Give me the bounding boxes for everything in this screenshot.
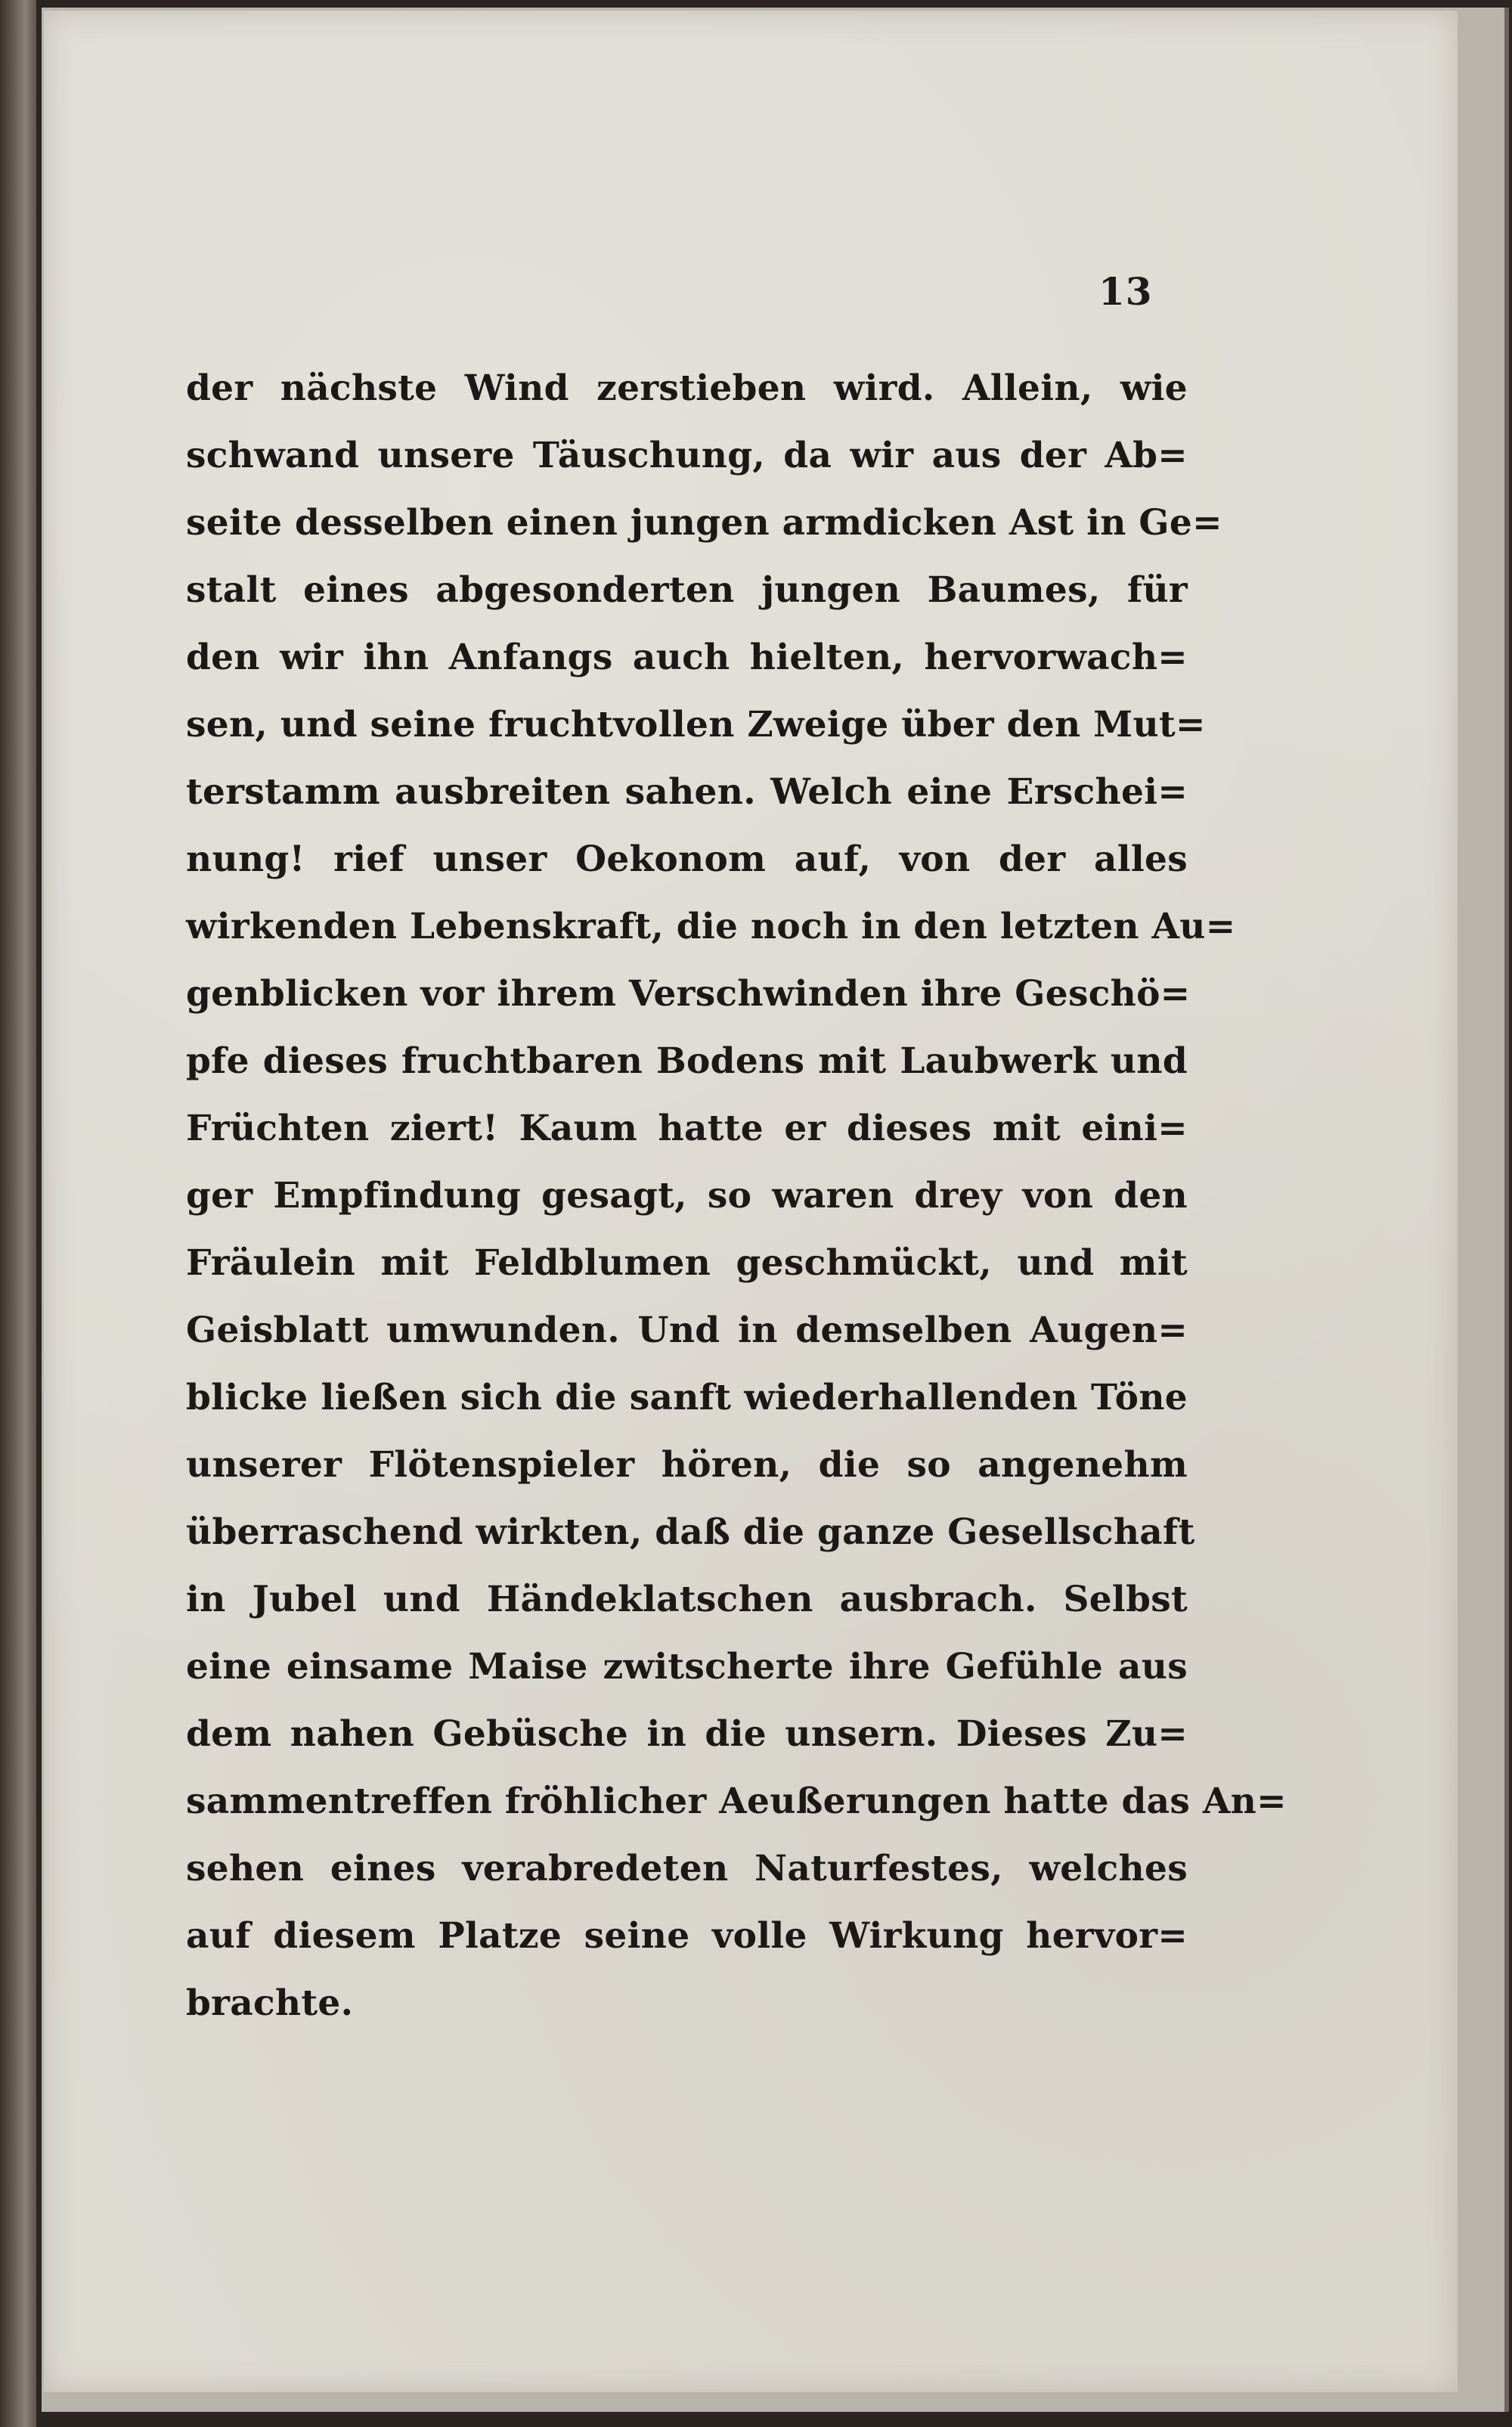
text-line: brachte. <box>186 1982 354 2024</box>
text-line: genblicken vor ihrem Verschwinden ihre Geschö= <box>186 973 1191 1015</box>
text-line: auf diesem Platze seine volle Wirkung hervor= <box>186 1915 1188 1957</box>
text-line: wirkenden Lebenskraft, die noch in den letzten Au= <box>186 906 1236 947</box>
text-line: sen, und seine fruchtvollen Zweige über den Mut= <box>186 704 1206 745</box>
book-binding-edge <box>0 0 36 2427</box>
text-line: überraschend wirkten, daß die ganze Gesellschaft <box>186 1511 1195 1553</box>
text-line: der nächste Wind zerstieben wird. Allein, wie <box>186 367 1188 409</box>
text-line: Früchten ziert! Kaum hatte er dieses mit eini= <box>186 1108 1188 1149</box>
text-line: Geisblatt umwunden. Und in demselben Augen= <box>186 1310 1188 1351</box>
text-line: nung! rief unser Oekonom auf, von der alles <box>186 838 1188 880</box>
body-text <box>186 355 1287 2037</box>
text-line: eine einsame Maise zwitscherte ihre Gefühle aus <box>186 1646 1188 1688</box>
text-line: terstamm ausbreiten sahen. Welch eine Erschei= <box>186 771 1188 813</box>
text-line: schwand unsere Täuschung, da wir aus der Ab= <box>186 435 1188 476</box>
text-line: dem nahen Gebüsche in die unsern. Dieses Zu= <box>186 1713 1188 1755</box>
text-line: ger Empfindung gesagt, so waren drey von den <box>186 1175 1188 1217</box>
text-line: in Jubel und Händeklatschen ausbrach. Selbst <box>186 1579 1188 1620</box>
text-line: sehen eines verabredeten Naturfestes, welches <box>186 1848 1188 1889</box>
text-line: blicke ließen sich die sanft wiederhallenden Töne <box>186 1377 1188 1418</box>
text-line: unserer Flötenspieler hören, die so angenehm <box>186 1444 1188 1486</box>
text-line: Fräulein mit Feldblumen geschmückt, und mit <box>186 1242 1188 1284</box>
text-line: stalt eines abgesonderten jungen Baumes, für <box>186 569 1188 611</box>
book-page <box>44 11 1458 2392</box>
text-line: seite desselben einen jungen armdicken Ast in Ge= <box>186 502 1222 544</box>
text-line: den wir ihn Anfangs auch hielten, hervorwach= <box>186 637 1188 678</box>
text-line: pfe dieses fruchtbaren Bodens mit Laubwerk und <box>186 1040 1188 1082</box>
page-number: 13 <box>1098 269 1153 314</box>
text-line: sammentreffen fröhlicher Aeußerungen hatte das An= <box>186 1781 1287 1822</box>
